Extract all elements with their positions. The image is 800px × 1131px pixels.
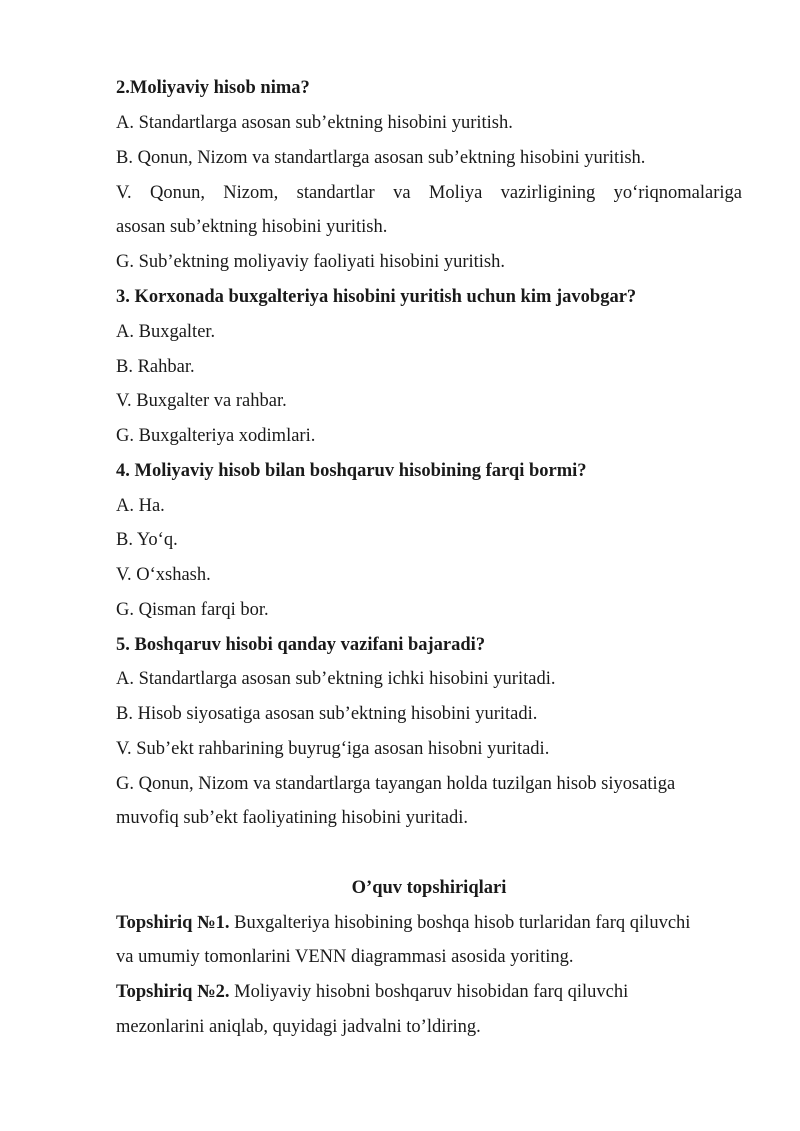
question-2-option-v-line1: V. Qonun, Nizom, standartlar va Moliya vazirligining yo‘riqnomalariga: [116, 183, 742, 203]
question-3-option-v: V. Buxgalter va rahbar.: [116, 391, 287, 411]
task-2-line1: [116, 980, 742, 1004]
question-3-option-g: G. Buxgalteriya xodimlari.: [116, 426, 316, 446]
question-5-option-a: A. Standartlarga asosan sub’ektning ichki hisobini yuritadi.: [116, 669, 556, 689]
question-3-title: 3. Korxonada buxgalteriya hisobini yuritish uchun kim javobgar?: [116, 287, 637, 307]
task-2-text-line2: mezonlarini aniqlab, quyidagi jadvalni to’ldiring.: [116, 1017, 481, 1037]
question-2-option-g: G. Sub’ektning moliyaviy faoliyati hisobini yuritish.: [116, 252, 505, 272]
task-2-label: Topshiriq №2.: [116, 982, 230, 1002]
question-2-option-a: A. Standartlarga asosan sub’ektning hisobini yuritish.: [116, 113, 513, 133]
question-5-title: 5. Boshqaruv hisobi qanday vazifani bajaradi?: [116, 635, 486, 655]
question-5-option-v: V. Sub’ekt rahbarining buyrug‘iga asosan hisobni yuritadi.: [116, 739, 550, 759]
question-5-option-b: B. Hisob siyosatiga asosan sub’ektning hisobini yuritadi.: [116, 704, 538, 724]
question-4-option-g: G. Qisman farqi bor.: [116, 600, 269, 620]
question-2-option-b: B. Qonun, Nizom va standartlarga asosan sub’ektning hisobini yuritish.: [116, 148, 646, 168]
question-2-title: 2.Moliyaviy hisob nima?: [116, 78, 310, 98]
task-1-line1: [116, 911, 742, 935]
question-5-option-g-line1: G. Qonun, Nizom va standartlarga tayangan holda tuzilgan hisob siyosatiga: [116, 774, 676, 794]
question-4-option-a: A. Ha.: [116, 496, 165, 516]
question-4-option-v: V. O‘xshash.: [116, 565, 211, 585]
section-heading: O’quv topshiriqlari: [351, 878, 507, 898]
task-1-label: Topshiriq №1.: [116, 913, 230, 933]
question-4-option-b: B. Yo‘q.: [116, 530, 178, 550]
question-5-option-g-line2: muvofiq sub’ekt faoliyatining hisobini yuritadi.: [116, 808, 468, 828]
question-3-option-b: B. Rahbar.: [116, 357, 195, 377]
task-1-text-line2: va umumiy tomonlarini VENN diagrammasi asosida yoriting.: [116, 947, 574, 967]
question-3-option-a: A. Buxgalter.: [116, 322, 216, 342]
question-4-title: 4. Moliyaviy hisob bilan boshqaruv hisobining farqi bormi?: [116, 461, 587, 481]
question-2-option-v-line2: asosan sub’ektning hisobini yuritish.: [116, 217, 388, 237]
task-1-text-line1: Buxgalteriya hisobining boshqa hisob turlaridan farq qiluvchi: [229, 913, 691, 933]
task-2-text-line1: Moliyaviy hisobni boshqaruv hisobidan farq qiluvchi: [229, 982, 629, 1002]
